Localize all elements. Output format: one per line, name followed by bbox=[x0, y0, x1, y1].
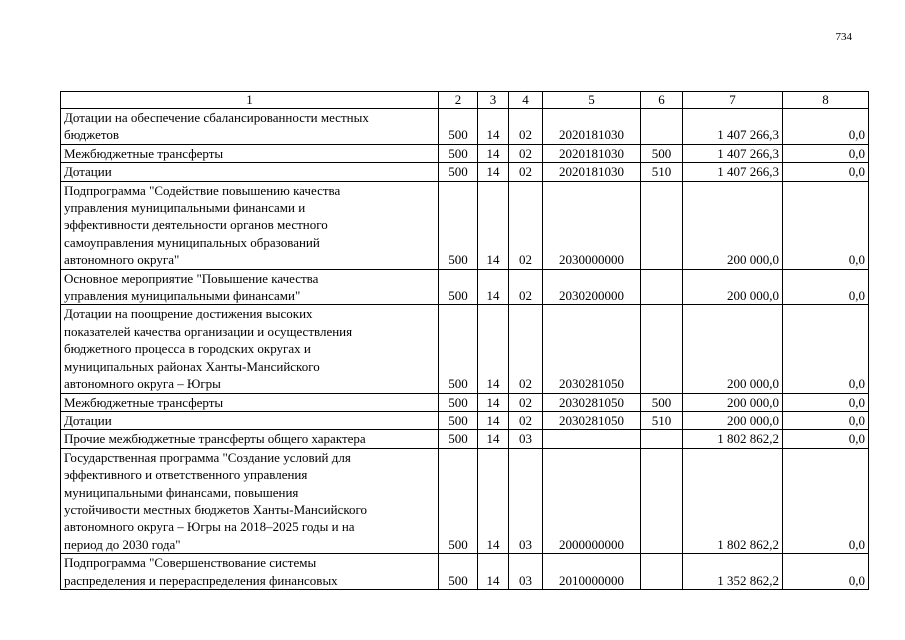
row-col-7: 200 000,0 bbox=[683, 305, 783, 393]
row-name-line: Государственная программа "Создание условий для bbox=[64, 449, 351, 465]
table-row bbox=[61, 181, 869, 269]
row-name-line: Дотации на обеспечение сбалансированности местных bbox=[64, 110, 369, 125]
row-col-5: 2030281050 bbox=[543, 393, 641, 411]
row-col-6 bbox=[641, 269, 683, 305]
row-name-line: автономного округа – Югры bbox=[64, 376, 221, 392]
header-row bbox=[61, 92, 869, 109]
row-col-4: 02 bbox=[509, 144, 543, 162]
table-row bbox=[61, 269, 869, 305]
row-col-2: 500 bbox=[439, 269, 478, 305]
row-col-6 bbox=[641, 305, 683, 393]
row-col-5: 2020181030 bbox=[543, 163, 641, 181]
row-col-3: 14 bbox=[478, 554, 509, 590]
table-row bbox=[61, 163, 869, 181]
row-name-line: показателей качества организации и осуществления bbox=[64, 323, 353, 339]
row-col-3: 14 bbox=[478, 305, 509, 393]
row-col-5: 2030200000 bbox=[543, 269, 641, 305]
row-col-2: 500 bbox=[439, 393, 478, 411]
row-col-2: 500 bbox=[439, 163, 478, 181]
table-row bbox=[61, 393, 869, 411]
row-col-2: 500 bbox=[439, 448, 478, 553]
row-name-line: Межбюджетные трансферты bbox=[64, 145, 224, 161]
row-name-line: Подпрограмма "Содействие повышению качества bbox=[64, 182, 341, 198]
row-col-6 bbox=[641, 109, 683, 145]
row-col-6 bbox=[641, 430, 683, 448]
row-name-line: Межбюджетные трансферты bbox=[64, 394, 224, 410]
row-name-line: Основное мероприятие "Повышение качества bbox=[64, 270, 319, 286]
row-col-7: 200 000,0 bbox=[683, 411, 783, 429]
row-col-8: 0,0 bbox=[783, 269, 869, 305]
table-row bbox=[61, 411, 869, 429]
column-header: 5 bbox=[543, 92, 641, 109]
row-col-6: 510 bbox=[641, 411, 683, 429]
row-name bbox=[61, 163, 439, 181]
row-col-2: 500 bbox=[439, 181, 478, 269]
row-col-5: 2020181030 bbox=[543, 109, 641, 145]
row-name-line: Прочие межбюджетные трансферты общего характера bbox=[64, 431, 366, 447]
row-col-5: 2030000000 bbox=[543, 181, 641, 269]
row-col-4: 03 bbox=[509, 448, 543, 553]
row-col-6 bbox=[641, 448, 683, 553]
row-col-8: 0,0 bbox=[783, 411, 869, 429]
row-col-7: 200 000,0 bbox=[683, 269, 783, 305]
row-name bbox=[61, 181, 439, 269]
row-name-line: муниципальными финансами, повышения bbox=[64, 484, 299, 500]
row-name-line: эффективности деятельности органов местного bbox=[64, 217, 328, 233]
row-col-7: 1 802 862,2 bbox=[683, 430, 783, 448]
column-header: 1 bbox=[61, 92, 439, 109]
row-col-4: 03 bbox=[509, 554, 543, 590]
column-header: 2 bbox=[439, 92, 478, 109]
row-name-line: самоуправления муниципальных образований bbox=[64, 234, 320, 250]
row-col-8: 0,0 bbox=[783, 305, 869, 393]
row-name-line: бюджетов bbox=[64, 127, 120, 143]
budget-table bbox=[60, 91, 869, 590]
row-col-5: 2000000000 bbox=[543, 448, 641, 553]
row-col-4: 02 bbox=[509, 393, 543, 411]
row-col-4: 02 bbox=[509, 181, 543, 269]
row-col-3: 14 bbox=[478, 144, 509, 162]
row-name bbox=[61, 430, 439, 448]
row-col-3: 14 bbox=[478, 393, 509, 411]
row-name-line: Подпрограмма "Совершенствование системы bbox=[64, 555, 317, 571]
row-col-8: 0,0 bbox=[783, 554, 869, 590]
row-col-6: 500 bbox=[641, 393, 683, 411]
row-col-5: 2020181030 bbox=[543, 144, 641, 162]
row-col-4: 02 bbox=[509, 411, 543, 429]
table-row bbox=[61, 144, 869, 162]
row-col-7: 1 407 266,3 bbox=[683, 163, 783, 181]
column-header: 7 bbox=[683, 92, 783, 109]
row-col-2: 500 bbox=[439, 430, 478, 448]
column-header: 8 bbox=[783, 92, 869, 109]
row-col-3: 14 bbox=[478, 181, 509, 269]
row-col-7: 200 000,0 bbox=[683, 393, 783, 411]
row-col-3: 14 bbox=[478, 411, 509, 429]
row-col-7: 1 802 862,2 bbox=[683, 448, 783, 553]
column-header: 6 bbox=[641, 92, 683, 109]
row-col-7: 1 352 862,2 bbox=[683, 554, 783, 590]
row-col-8: 0,0 bbox=[783, 393, 869, 411]
row-col-3: 14 bbox=[478, 448, 509, 553]
row-col-8: 0,0 bbox=[783, 109, 869, 145]
row-name-line: управления муниципальными финансами" bbox=[64, 288, 301, 304]
table-row bbox=[61, 448, 869, 553]
row-col-8: 0,0 bbox=[783, 181, 869, 269]
row-name bbox=[61, 269, 439, 305]
row-col-7: 1 407 266,3 bbox=[683, 144, 783, 162]
row-col-7: 1 407 266,3 bbox=[683, 109, 783, 145]
row-col-6 bbox=[641, 181, 683, 269]
row-col-2: 500 bbox=[439, 305, 478, 393]
row-col-4: 02 bbox=[509, 163, 543, 181]
row-name-line: устойчивости местных бюджетов Ханты-Мансийского bbox=[64, 501, 367, 517]
column-header: 4 bbox=[509, 92, 543, 109]
row-name-line: Дотации bbox=[64, 164, 112, 180]
row-name bbox=[61, 411, 439, 429]
row-col-8: 0,0 bbox=[783, 144, 869, 162]
page-number: 734 bbox=[835, 31, 852, 43]
row-name-line: автономного округа" bbox=[64, 252, 180, 268]
row-name bbox=[61, 393, 439, 411]
table-row bbox=[61, 305, 869, 393]
row-col-4: 02 bbox=[509, 109, 543, 145]
row-col-3: 14 bbox=[478, 269, 509, 305]
row-col-8: 0,0 bbox=[783, 163, 869, 181]
row-name bbox=[61, 305, 439, 393]
table-row bbox=[61, 430, 869, 448]
row-name bbox=[61, 144, 439, 162]
table-body bbox=[61, 109, 869, 590]
row-name-line: эффективного и ответственного управления bbox=[64, 467, 308, 483]
row-col-3: 14 bbox=[478, 163, 509, 181]
row-col-2: 500 bbox=[439, 411, 478, 429]
row-col-8: 0,0 bbox=[783, 448, 869, 553]
row-col-5 bbox=[543, 430, 641, 448]
row-name-line: распределения и перераспределения финансовых bbox=[64, 572, 338, 588]
row-col-6 bbox=[641, 554, 683, 590]
table-row bbox=[61, 109, 869, 145]
row-name-line: автономного округа – Югры на 2018–2025 годы и на bbox=[64, 519, 355, 535]
row-name-line: муниципальных районах Ханты-Мансийского bbox=[64, 358, 320, 374]
row-name bbox=[61, 109, 439, 145]
row-name-line: Дотации bbox=[64, 412, 112, 428]
row-col-8: 0,0 bbox=[783, 430, 869, 448]
column-header: 3 bbox=[478, 92, 509, 109]
row-col-2: 500 bbox=[439, 144, 478, 162]
row-col-4: 03 bbox=[509, 430, 543, 448]
row-col-3: 14 bbox=[478, 109, 509, 145]
row-col-4: 02 bbox=[509, 305, 543, 393]
row-col-5: 2030281050 bbox=[543, 305, 641, 393]
row-name bbox=[61, 448, 439, 553]
row-col-7: 200 000,0 bbox=[683, 181, 783, 269]
row-name-line: период до 2030 года" bbox=[64, 536, 181, 552]
row-col-6: 510 bbox=[641, 163, 683, 181]
row-col-3: 14 bbox=[478, 430, 509, 448]
row-col-4: 02 bbox=[509, 269, 543, 305]
row-col-6: 500 bbox=[641, 144, 683, 162]
table-row bbox=[61, 554, 869, 590]
row-name-line: управления муниципальными финансами и bbox=[64, 200, 306, 216]
row-name bbox=[61, 554, 439, 590]
row-name-line: Дотации на поощрение достижения высоких bbox=[64, 306, 313, 322]
row-col-2: 500 bbox=[439, 109, 478, 145]
row-name-line: бюджетного процесса в городских округах и bbox=[64, 341, 311, 357]
row-col-2: 500 bbox=[439, 554, 478, 590]
row-col-5: 2010000000 bbox=[543, 554, 641, 590]
row-col-5: 2030281050 bbox=[543, 411, 641, 429]
